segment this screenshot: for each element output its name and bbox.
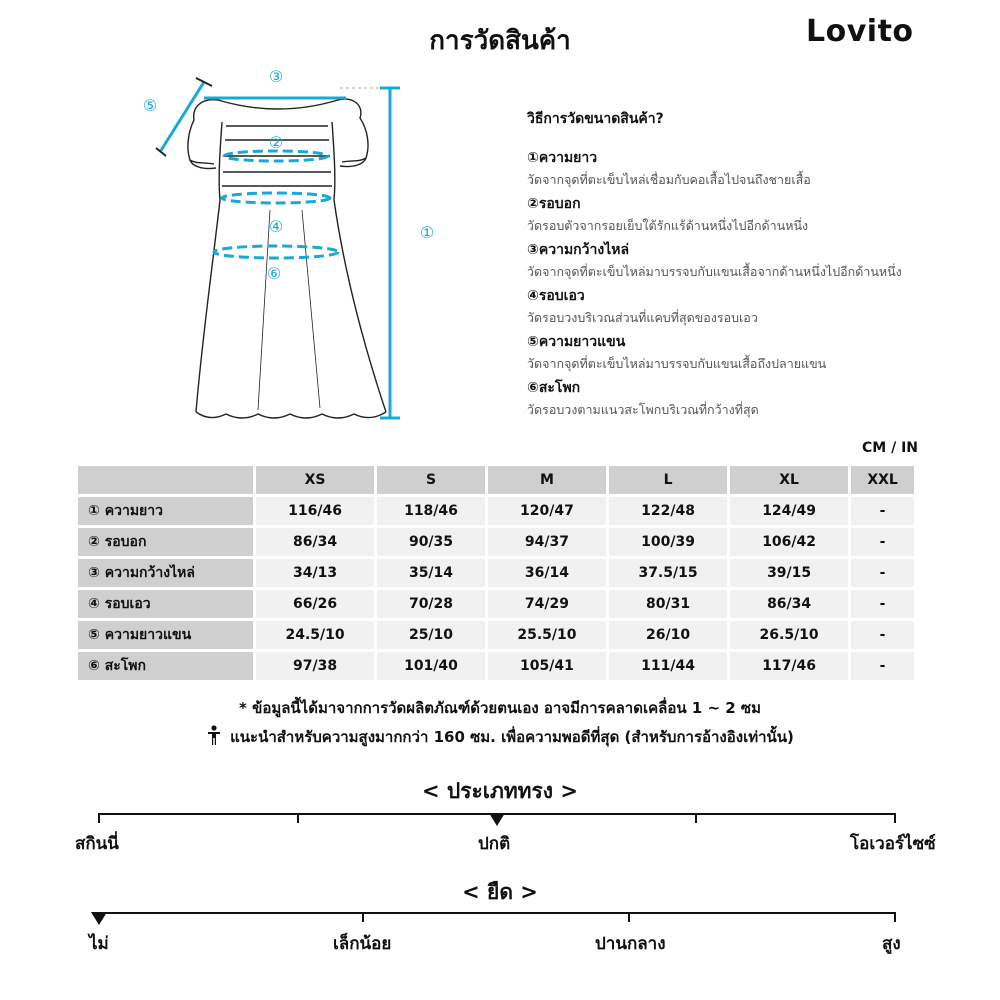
stretch-selected-marker-icon — [91, 912, 107, 926]
marker-hip: ⑥ — [266, 264, 282, 283]
table-cell: 37.5/15 — [609, 559, 727, 587]
table-row — [78, 652, 914, 680]
fit-label-skinny: สกินนี่ — [75, 834, 119, 854]
table-cell: 26/10 — [609, 621, 727, 649]
table-cell: 80/31 — [609, 590, 727, 618]
height-note — [0, 725, 1000, 749]
table-cell: 86/34 — [730, 590, 848, 618]
table-cell: 116/46 — [256, 497, 374, 525]
brand-logo: Lovito — [806, 14, 914, 49]
table-row — [78, 590, 914, 618]
column-header: L — [609, 466, 727, 494]
table-cell: - — [851, 652, 914, 680]
table-cell: 25/10 — [377, 621, 485, 649]
guide-item-length: ①ความยาว วัดจากจุดที่ตะเข็บไหล่เชื่อมกับคอเสื้อไปจนถึงชายเสื้อ — [527, 150, 811, 187]
stretch-scale — [98, 912, 896, 952]
fit-label-oversized: โอเวอร์ไซซ์ — [850, 834, 936, 854]
table-cell: 100/39 — [609, 528, 727, 556]
table-cell: 97/38 — [256, 652, 374, 680]
table-cell: 118/46 — [377, 497, 485, 525]
fit-tick — [695, 813, 697, 823]
sleeve-line — [160, 82, 204, 152]
column-header: XXL — [851, 466, 914, 494]
stretch-scale-line — [98, 912, 896, 914]
marker-bust: ② — [268, 133, 284, 152]
row-label: ④ รอบเอว — [78, 590, 253, 618]
height-note-text: แนะนำสำหรับความสูงมากกว่า 160 ซม. เพื่อความพอดีที่สุด (สำหรับการอ้างอิงเท่านั้น) — [230, 728, 794, 746]
waist-line — [222, 193, 330, 203]
row-label: ② รอบอก — [78, 528, 253, 556]
stretch-tick — [362, 912, 364, 922]
stretch-label-high: สูง — [882, 934, 901, 954]
table-row — [78, 528, 914, 556]
table-row — [78, 559, 914, 587]
column-header: XS — [256, 466, 374, 494]
column-header: M — [488, 466, 606, 494]
row-label: ⑥ สะโพก — [78, 652, 253, 680]
unit-label: CM / IN — [862, 440, 918, 456]
table-header-row — [78, 466, 914, 494]
table-cell: 74/29 — [488, 590, 606, 618]
table-cell: 122/48 — [609, 497, 727, 525]
table-cell: 90/35 — [377, 528, 485, 556]
table-cell: 24.5/10 — [256, 621, 374, 649]
marker-waist: ④ — [268, 217, 284, 236]
table-cell: 70/28 — [377, 590, 485, 618]
marker-sleeve: ⑤ — [142, 96, 158, 115]
stretch-tick — [894, 912, 896, 922]
table-cell: 25.5/10 — [488, 621, 606, 649]
table-corner-cell — [78, 466, 253, 494]
guide-heading: วิธีการวัดขนาดสินค้า? — [527, 111, 664, 127]
table-cell: 39/15 — [730, 559, 848, 587]
measurement-lines — [156, 78, 400, 418]
stretch-label-slight: เล็กน้อย — [333, 934, 392, 954]
marker-length: ① — [419, 223, 435, 242]
fit-selected-marker-icon — [489, 813, 505, 827]
stretch-label-none: ไม่ — [89, 934, 109, 954]
stretch-label-medium: ปานกลาง — [595, 934, 666, 954]
fit-tick — [297, 813, 299, 823]
fit-label-regular: ปกติ — [478, 834, 511, 854]
hip-line — [214, 246, 338, 258]
table-cell: - — [851, 497, 914, 525]
table-row — [78, 621, 914, 649]
person-icon — [206, 725, 222, 745]
size-chart-table — [75, 463, 917, 683]
table-row — [78, 497, 914, 525]
page-title: การวัดสินค้า — [429, 26, 571, 56]
stretch-title: < ยืด > — [462, 880, 538, 904]
guide-item-hip: ⑥สะโพก วัดรอบวงตามแนวสะโพกบริเวณที่กว้างที่สุด — [527, 380, 759, 417]
table-cell: - — [851, 559, 914, 587]
disclaimer-note: * ข้อมูลนี้ได้มาจากการวัดผลิตภัณฑ์ด้วยตนเอง อาจมีการคลาดเคลื่อน 1 ~ 2 ซม — [239, 699, 761, 717]
guide-item-sleeve: ⑤ความยาวแขน วัดจากจุดที่ตะเข็บไหล่มาบรรจบกับแขนเสื้อถึงปลายแขน — [527, 334, 827, 371]
table-cell: 111/44 — [609, 652, 727, 680]
marker-shoulder: ③ — [268, 67, 284, 86]
column-header: XL — [730, 466, 848, 494]
fit-type-title: < ประเภททรง > — [422, 779, 578, 803]
table-cell: - — [851, 621, 914, 649]
table-cell: - — [851, 590, 914, 618]
row-label: ⑤ ความยาวแขน — [78, 621, 253, 649]
table-cell: 26.5/10 — [730, 621, 848, 649]
column-header: S — [377, 466, 485, 494]
guide-item-waist: ④รอบเอว วัดรอบวงบริเวณส่วนที่แคบที่สุดของรอบเอว — [527, 288, 758, 325]
row-label: ① ความยาว — [78, 497, 253, 525]
table-cell: 105/41 — [488, 652, 606, 680]
table-cell: 94/37 — [488, 528, 606, 556]
table-cell: 101/40 — [377, 652, 485, 680]
guide-item-bust: ②รอบอก วัดรอบตัวจากรอยเย็บใต้รักแร้ด้านหนึ่งไปอีกด้านหนึ่ง — [527, 196, 809, 233]
table-cell: 35/14 — [377, 559, 485, 587]
measurement-guide — [527, 108, 987, 424]
table-cell: 106/42 — [730, 528, 848, 556]
stretch-tick — [628, 912, 630, 922]
table-cell: 34/13 — [256, 559, 374, 587]
guide-item-shoulder: ③ความกว้างไหล่ วัดจากจุดที่ตะเข็บไหล่มาบรรจบกับแขนเสื้อจากด้านหนึ่งไปอีกด้านหนึ่ง — [527, 242, 902, 279]
table-cell: 117/46 — [730, 652, 848, 680]
table-cell: 120/47 — [488, 497, 606, 525]
fit-tick — [894, 813, 896, 823]
table-cell: 86/34 — [256, 528, 374, 556]
fit-tick — [98, 813, 100, 823]
dress-measurement-diagram — [130, 60, 460, 425]
table-cell: 66/26 — [256, 590, 374, 618]
table-cell: 36/14 — [488, 559, 606, 587]
table-cell: - — [851, 528, 914, 556]
row-label: ③ ความกว้างไหล่ — [78, 559, 253, 587]
table-cell: 124/49 — [730, 497, 848, 525]
